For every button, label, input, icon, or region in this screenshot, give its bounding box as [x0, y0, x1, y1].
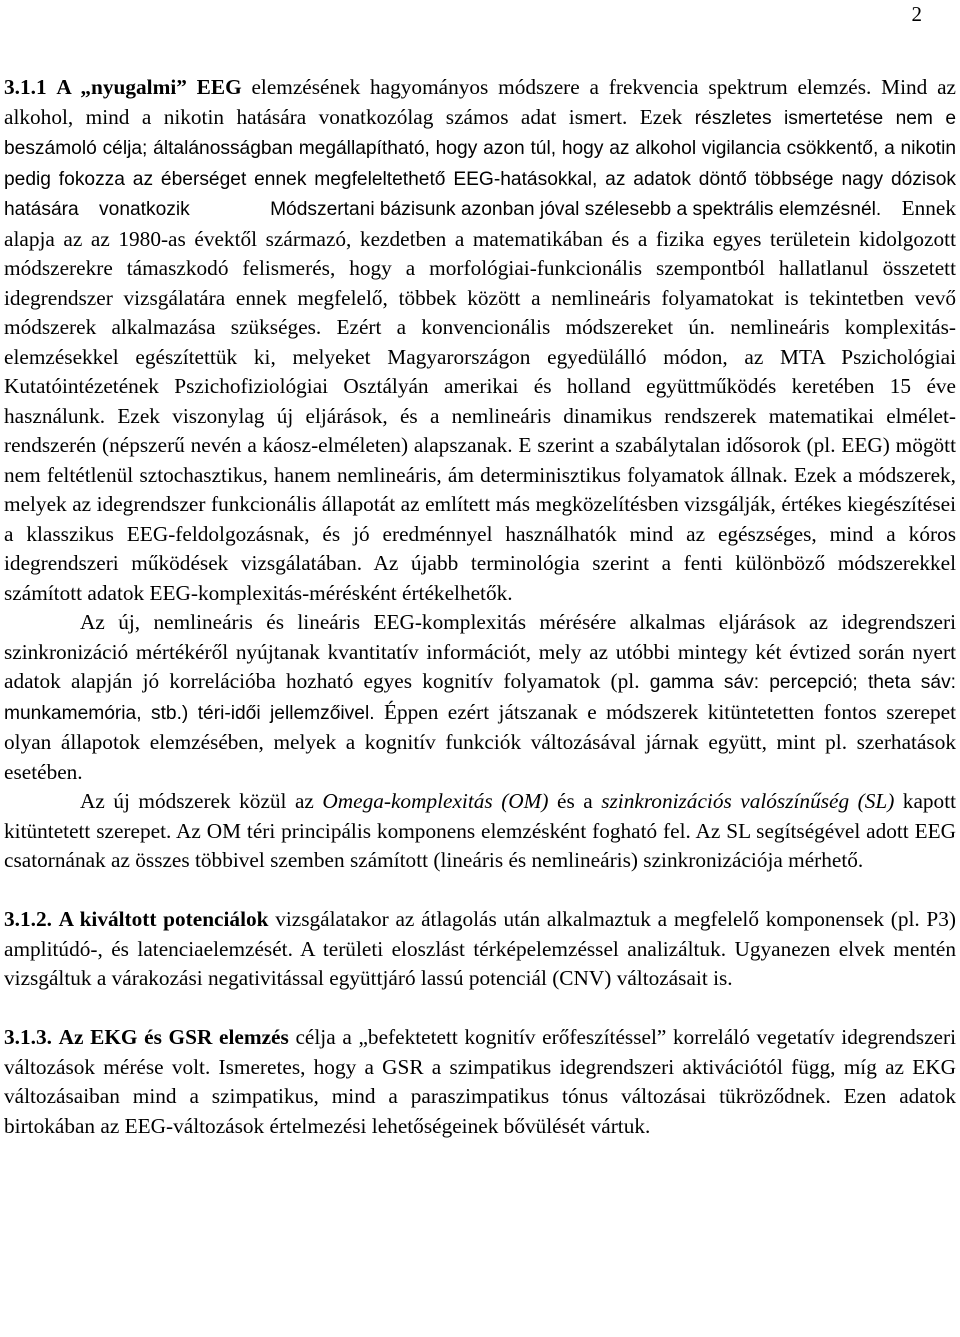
- paragraph-311-sans-text-2: Módszertani bázisunk azonban jóval szélesebb a spektrális elemzésnél.: [270, 199, 882, 220]
- paragraph-313-text: célja a „befektetett kognitív erőfeszítéssel” korreláló vegetatív idegrendszeri változások mérése volt. Ismeretes, hogy a GSR a szimpatikus idegrendszeri aktivációtól függ, míg az EKG változásaiban mind a szimpatikus, mind a paraszimpatikus tónus változásai tükröződnek. Ezen adatok birtokában az EEG-változások értelmezési lehetőségeinek bővülését vártuk.: [4, 1025, 956, 1138]
- page-number: 2: [911, 2, 922, 26]
- paragraph-311-text-a: elemzésének hagyományos módszere a frekvencia spektrum elemzés. Mind az alkohol, mind a nikotin hatására vonatkozólag számos adat ismert. Ezek: [4, 75, 956, 129]
- paragraph-311-p3-b: és a: [548, 789, 602, 813]
- paragraph-311-p3-a: Az új módszerek közül az: [80, 789, 323, 813]
- section-spacer: [4, 876, 956, 906]
- paragraph-311-methods: [4, 787, 956, 876]
- section-number-312: 3.1.2.: [4, 907, 52, 931]
- term-sync-likelihood: szinkronizációs valószínűség (SL): [601, 789, 895, 813]
- paragraph-311-p2-b: Éppen ezért játszanak e módszerek kitüntetetten fontos szerepet olyan állapotok elemzésében, melyek a kognitív funkciók változásával járnak együtt, mint pl. szerhatások esetében.: [4, 699, 956, 784]
- section-heading-312: A kiváltott potenciálok: [58, 907, 269, 931]
- paragraph-311-p2-a: Az új, nemlineáris és lineáris EEG-komplexitás mérésére alkalmas eljárások az idegrendszeri szinkronizáció mértékéről nyújtanak kvantitatív információt, mely az utóbbi mintegy két évtized során nyert adatok alapján jó korrelációba hozható egyes kognitív folyamatok (pl.: [4, 610, 956, 693]
- paragraph-312: [4, 905, 956, 994]
- section-number-313: 3.1.3.: [4, 1025, 52, 1049]
- section-heading-311: A „nyugalmi” EEG: [56, 75, 242, 99]
- section-spacer: [4, 994, 956, 1024]
- section-number-311: 3.1.1: [4, 75, 47, 99]
- paragraph-313: [4, 1023, 956, 1141]
- paragraph-311-sans-text: részletes ismertetése nem e beszámoló célja; általánosságban megállapítható, hogy azon túl, hogy az alkohol vigilancia csökkentő, a nikotin pedig fokozza az éberséget ennek megfeleltethető EEG-hatásokkal, az adatok döntő többsége nagy dózisok hatására vonatkozik: [4, 107, 956, 220]
- section-heading-313: Az EKG és GSR elemzés: [58, 1025, 289, 1049]
- paragraph-311-p2-sans: gamma sáv: percepció; theta sáv: munkamemória, stb.) téri-idői jellemzőivel.: [4, 672, 956, 724]
- document-body: [4, 73, 956, 1141]
- paragraph-311-p3-c: kapott kitüntetett szerepet. Az OM téri principális komponens elemzésként fogható fel. Az SL segítségével adott EEG csatornának az összes többivel szemben számított (lineáris és nemlineáris) szinkronizációja mérhető.: [4, 789, 957, 872]
- paragraph-311-intro: [4, 73, 956, 608]
- paragraph-312-text: vizsgálatakor az átlagolás után alkalmaztuk a megfelelő komponensek (pl. P3) amplitúdó-, és latenciaelemzését. A területi eloszlást térképelemzéssel analizáltuk. Ugyanezen elvek mentén vizsgáltuk a várakozási negativitással együttjáró lassú potenciál (CNV) változásait is.: [4, 907, 957, 990]
- term-omega-complexity: Omega-komplexitás (OM): [322, 789, 549, 813]
- paragraph-311-text-b: Ennek alapja az az 1980-as évektől származó, kezdetben a matematikában és a fizika egyes területein kidolgozott módszerekre támaszkodó felismerés, hogy a morfológiai-funkcionális szempontból hallatlanul összetett idegrendszer vizsgálatára ennek megfelelő, többek között a nemlineáris folyamatokat is tekintetben vevő módszerek alkalmazása szükséges. Ezért a konvencionális módszereket ún. nemlineáris komplexitás-elemzésekkel egészítettük ki, melyeket Magyarországon egyedülálló módon, az MTA Pszichológiai Kutatóintézetének Pszichofiziológiai Osztályán amerikai és holland együttműködés keretében 15 éve használunk. Ezek viszonylag új eljárások, és a nemlineáris dinamikus rendszerek matematikai elmélet-rendszerén (népszerű nevén a káosz-elméleten) alapszanak. E szerint a szabálytalan idősorok (pl. EEG) mögött nem feltétlenül sztochasztikus, hanem nemlineáris, ám determinisztikus folyamatok állnak. Ezek a módszerek, melyek az idegrendszer funkcionális állapotát az említett más megközelítésben vizsgálják, értékes kiegészítései a klasszikus EEG-feldolgozásnak, és jó eredménnyel használhatók mind az egészséges, mind a kóros idegrendszeri működések vizsgálatában. Az újabb terminológia szerint a fenti különböző módszerekkel számított adatok EEG-komplexitás-mérésként értékelhetők.: [4, 196, 956, 605]
- paragraph-311-complexity: [4, 608, 956, 787]
